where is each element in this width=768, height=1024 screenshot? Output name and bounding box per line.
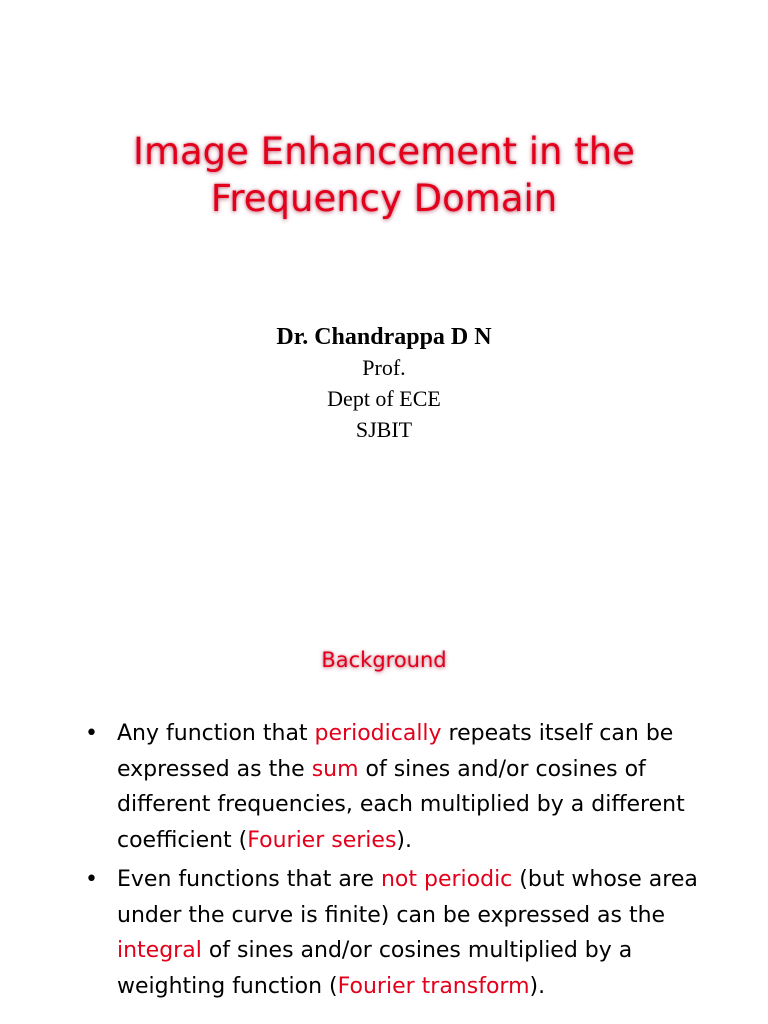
- bullet-text: repeats itself can be expressed as the: [117, 721, 674, 782]
- title-line-1: Image Enhancement in the: [133, 130, 635, 173]
- author-name: Dr. Chandrappa D N: [276, 324, 492, 350]
- bullet-dot-icon: •: [85, 721, 98, 746]
- bullet-item: [80, 862, 730, 1004]
- highlight-term: integral: [117, 938, 202, 963]
- slide-title: [0, 128, 768, 222]
- highlight-term: Fourier series: [247, 827, 397, 853]
- bullet-dot-icon: •: [85, 867, 98, 892]
- highlight-term: periodically: [314, 721, 442, 746]
- highlight-term: sum: [311, 756, 359, 782]
- bullet-item: [80, 716, 730, 858]
- bullet-text: (but whose area under the curve is finite) can be expressed as the: [117, 867, 698, 928]
- highlight-term: Fourier transform: [337, 973, 530, 999]
- bullet-text: of sines and/or cosines multiplied by a weighting function (: [117, 938, 633, 999]
- highlight-term: not periodic: [380, 867, 513, 892]
- bullet-text: of sines and/or cosines of different frequencies, each multiplied by a different coefficient (: [117, 756, 685, 853]
- author-position: Prof.: [362, 355, 406, 380]
- bullet-text: ).: [529, 973, 546, 999]
- author-department: Dept of ECE: [327, 386, 441, 411]
- title-line-2: Frequency Domain: [210, 177, 558, 220]
- bullet-list: [80, 716, 730, 1008]
- bullet-text: Any function that: [117, 721, 315, 746]
- section-heading: Background: [321, 648, 447, 672]
- bullet-text: ).: [396, 827, 412, 853]
- author-institution: SJBIT: [355, 417, 413, 442]
- bullet-text: Even functions that are: [117, 867, 381, 892]
- author-block: [0, 322, 768, 445]
